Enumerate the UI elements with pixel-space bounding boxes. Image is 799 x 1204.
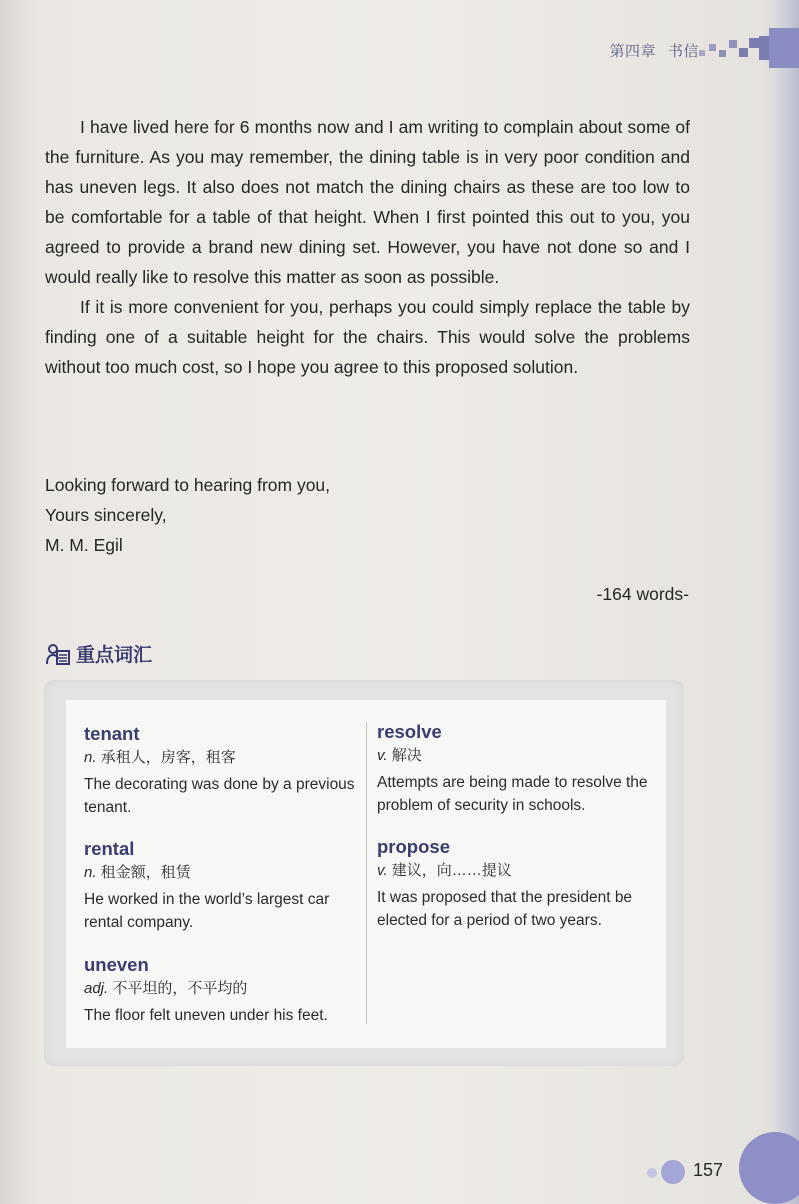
part-of-speech: n. [84, 864, 97, 881]
vocab-entry-tenant [84, 722, 364, 819]
vocab-heading-text: 重点词汇 [76, 645, 153, 666]
book-reading-icon [46, 643, 70, 665]
vocab-example: He worked in the world’s largest car rental company. [84, 891, 330, 931]
vocab-definition [84, 861, 364, 885]
letter-body [45, 112, 690, 382]
vocab-entry-uneven [84, 953, 364, 1027]
chinese-meaning: 解决 [391, 747, 422, 764]
letter-paragraph-2: If it is more convenient for you, perhaps you could simply replace the table by finding one of a suitable height for the chairs. This would solve the problems without too much cost, so I hope you agree to this proposed solution. [45, 297, 690, 377]
page-number: 157 [692, 1160, 723, 1180]
sign-off: Yours sincerely, [45, 505, 167, 525]
vocab-word: rental [84, 838, 135, 859]
part-of-speech: v. [377, 747, 388, 764]
part-of-speech: v. [377, 862, 388, 879]
chapter-label: 第四章 [609, 42, 656, 60]
chinese-meaning: 承租人，房客，租客 [100, 749, 236, 766]
decor-circle-tiny [647, 1168, 657, 1178]
header-pixel-decoration [699, 36, 779, 60]
running-header [609, 40, 699, 61]
section-label: 书信 [667, 42, 699, 60]
vocab-word: tenant [84, 723, 140, 744]
vocab-definition [84, 977, 364, 1001]
vocab-entry-propose [377, 835, 657, 932]
vocab-definition [84, 746, 364, 770]
closing-line: Looking forward to hearing from you, [45, 475, 331, 495]
vocab-word: uneven [84, 954, 149, 975]
chinese-meaning: 不平坦的，不平均的 [112, 980, 248, 997]
vocab-definition [377, 859, 657, 883]
signature-name: M. M. Egil [45, 535, 123, 555]
chinese-meaning: 租金额，租赁 [100, 864, 191, 881]
vocab-definition [377, 744, 657, 768]
letter-closing [45, 470, 330, 560]
vocab-example: It was proposed that the president be elected for a period of two years. [377, 889, 633, 929]
vocab-entry-rental [84, 837, 364, 934]
vocab-column-divider [366, 722, 367, 1024]
vocab-example: The decorating was done by a previous tenant. [84, 776, 355, 816]
part-of-speech: adj. [84, 980, 109, 997]
vocab-word: propose [377, 836, 450, 857]
vocab-heading [46, 640, 152, 667]
vocab-example: Attempts are being made to resolve the problem of security in schools. [377, 774, 648, 814]
header-color-band [769, 28, 799, 68]
chinese-meaning: 建议，向……提议 [391, 862, 512, 879]
decor-circle-small [661, 1160, 685, 1184]
vocab-example: The floor felt uneven under his feet. [84, 1007, 328, 1024]
vocab-entry-resolve [377, 720, 657, 817]
letter-paragraph-1: I have lived here for 6 months now and I am writing to complain about some of the furniture. As you may remember, the dining table is in very poor condition and has uneven legs. It also does not match the dining chairs as these are too low to be comfortable for a table of that height. When I first pointed this out to you, you agreed to provide a brand new dining set. However, you have not done so and I would really like to resolve this matter as soon as possible. [45, 117, 690, 287]
vocab-word: resolve [377, 721, 442, 742]
page-edge-shadow [775, 0, 799, 1204]
part-of-speech: n. [84, 749, 97, 766]
word-count: -164 words- [596, 584, 689, 604]
